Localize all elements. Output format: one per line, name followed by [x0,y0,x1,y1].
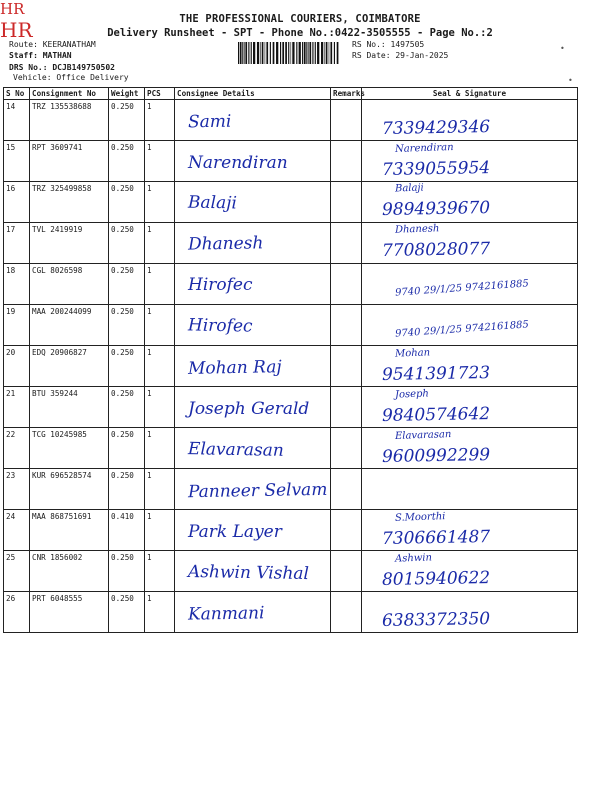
col-consignment: Consignment No [30,88,109,100]
remarks-cell [331,223,362,264]
weight-cell: 0.250 [109,428,145,469]
vehicle-label: Vehicle: Office Delivery [13,73,129,82]
dot-mark: • [560,44,565,53]
consignee-handwritten-name: Narendiran [188,153,288,173]
sno-cell: 15 [4,141,30,182]
signature-handwritten-phone: 9740 29/1/25 9742161885 [394,278,530,299]
consignment-cell: CNR 1856002 [30,551,109,592]
remarks-cell [331,100,362,141]
sno-cell: 25 [4,551,30,592]
consignee-handwritten-name: Kanmani [187,603,265,625]
table-row [4,100,578,141]
col-signature: Seal & Signature [362,88,578,100]
signature-handwritten-phone: 7339429346 [381,117,491,139]
sno-cell: 14 [4,100,30,141]
hr-remark: HR [0,18,33,42]
dot-mark: • [568,76,573,85]
consignee-handwritten-name: Hirofec [187,315,253,337]
col-remarks: Remarks [331,88,362,100]
table-row [4,141,578,182]
rs-date-label: RS Date: 29-Jan-2025 [352,51,449,60]
sno-cell: 17 [4,223,30,264]
consignment-cell: CGL 8026598 [30,264,109,305]
sno-cell: 26 [4,592,30,633]
pcs-cell: 1 [145,100,175,141]
remarks-cell [331,428,362,469]
remarks-cell [331,264,362,305]
pcs-cell: 1 [145,223,175,264]
weight-cell: 0.250 [109,182,145,223]
consignment-cell: MAA 200244099 [30,305,109,346]
weight-cell: 0.410 [109,510,145,551]
consignment-cell: TCG 10245985 [30,428,109,469]
consignee-handwritten-name: Park Layer [188,522,282,542]
consignee-handwritten-name: Hirofec [188,275,253,295]
sno-cell: 16 [4,182,30,223]
remarks-cell [331,592,362,633]
remarks-cell [331,305,362,346]
weight-cell: 0.250 [109,592,145,633]
remarks-cell [331,469,362,510]
sno-cell: 20 [4,346,30,387]
table-header-row [4,88,578,100]
signature-handwritten-phone: 9740 29/1/25 9742161885 [394,319,530,340]
table-row [4,346,578,387]
consignee-handwritten-name: Dhanesh [187,233,264,255]
consignee-handwritten-name: Mohan Raj [187,357,282,379]
consignment-cell: BTU 359244 [30,387,109,428]
hr-remark: HR [0,0,25,18]
pcs-cell: 1 [145,305,175,346]
signature-handwritten-name: S.Moorthi [394,511,446,524]
weight-cell: 0.250 [109,551,145,592]
consignment-cell: TRZ 325499858 [30,182,109,223]
pcs-cell: 1 [145,592,175,633]
table-row [4,223,578,264]
sno-cell: 21 [4,387,30,428]
company-title: THE PROFESSIONAL COURIERS, COIMBATORE [179,13,421,25]
col-weight: Weight [109,88,145,100]
consignee-handwritten-name: Joseph Gerald [188,399,310,419]
consignment-cell: KUR 696528574 [30,469,109,510]
weight-cell: 0.250 [109,387,145,428]
consignment-cell: TRZ 135538688 [30,100,109,141]
signature-handwritten-name: Dhanesh [394,223,440,236]
pcs-cell: 1 [145,551,175,592]
signature-handwritten-name: Elavarasan [394,429,452,442]
sno-cell: 24 [4,510,30,551]
staff-label: Staff: MATHAN [9,51,72,60]
table-row [4,510,578,551]
signature-handwritten-name: Mohan [394,347,431,360]
weight-cell: 0.250 [109,305,145,346]
pcs-cell: 1 [145,387,175,428]
consignee-handwritten-name: Elavarasan [187,439,284,461]
consignment-cell: EDQ 20906827 [30,346,109,387]
consignee-handwritten-name: Balaji [187,192,238,214]
signature-cell [362,469,578,510]
signature-handwritten-phone: 6383372350 [381,609,491,631]
signature-handwritten-phone: 7306661487 [381,527,491,549]
col-sno: S No [4,88,30,100]
table-row [4,428,578,469]
signature-handwritten-name: Joseph [394,388,430,401]
consignment-cell: MAA 868751691 [30,510,109,551]
weight-cell: 0.250 [109,469,145,510]
rs-no-label: RS No.: 1497505 [352,40,425,49]
remarks-cell [331,346,362,387]
signature-handwritten-phone: 9541391723 [381,363,491,385]
table-row [4,182,578,223]
remarks-cell [331,141,362,182]
signature-handwritten-phone: 9840574642 [381,404,491,426]
sno-cell: 22 [4,428,30,469]
route-label: Route: KEERANATHAM [9,40,96,49]
signature-handwritten-phone: 9600992299 [381,445,491,467]
pcs-cell: 1 [145,469,175,510]
weight-cell: 0.250 [109,100,145,141]
pcs-cell: 1 [145,264,175,305]
barcode [238,42,340,64]
signature-handwritten-name: Narendiran [394,141,454,156]
remarks-cell [331,551,362,592]
table-row [4,592,578,633]
consignment-cell: PRT 6048555 [30,592,109,633]
pcs-cell: 1 [145,428,175,469]
col-pcs: PCS [145,88,175,100]
consignee-handwritten-name: Ashwin Vishal [187,561,310,585]
signature-handwritten-phone: 7339055954 [381,158,491,180]
signature-handwritten-name: Balaji [394,182,424,195]
pcs-cell: 1 [145,346,175,387]
weight-cell: 0.250 [109,223,145,264]
signature-handwritten-phone: 9894939670 [381,198,491,220]
pcs-cell: 1 [145,182,175,223]
remarks-cell [331,387,362,428]
signature-handwritten-phone: 8015940622 [381,568,491,590]
consignment-cell: TVL 2419919 [30,223,109,264]
sno-cell: 23 [4,469,30,510]
weight-cell: 0.250 [109,264,145,305]
sno-cell: 18 [4,264,30,305]
weight-cell: 0.250 [109,346,145,387]
signature-handwritten-name: Ashwin [394,552,433,565]
weight-cell: 0.250 [109,141,145,182]
consignment-cell: RPT 3609741 [30,141,109,182]
col-consignee: Consignee Details [175,88,331,100]
signature-handwritten-phone: 7708028077 [381,239,491,261]
drs-label: DRS No.: DCJB149750502 [9,63,115,72]
pcs-cell: 1 [145,510,175,551]
remarks-cell [331,510,362,551]
runsheet-title: Delivery Runsheet - SPT - Phone No.:0422-3505555 - Page No.:2 [107,27,493,39]
consignee-handwritten-name: Sami [187,111,232,133]
sno-cell: 19 [4,305,30,346]
consignee-handwritten-name: Panneer Selvam [187,479,328,503]
remarks-cell [331,182,362,223]
runsheet-table [3,87,578,633]
pcs-cell: 1 [145,141,175,182]
